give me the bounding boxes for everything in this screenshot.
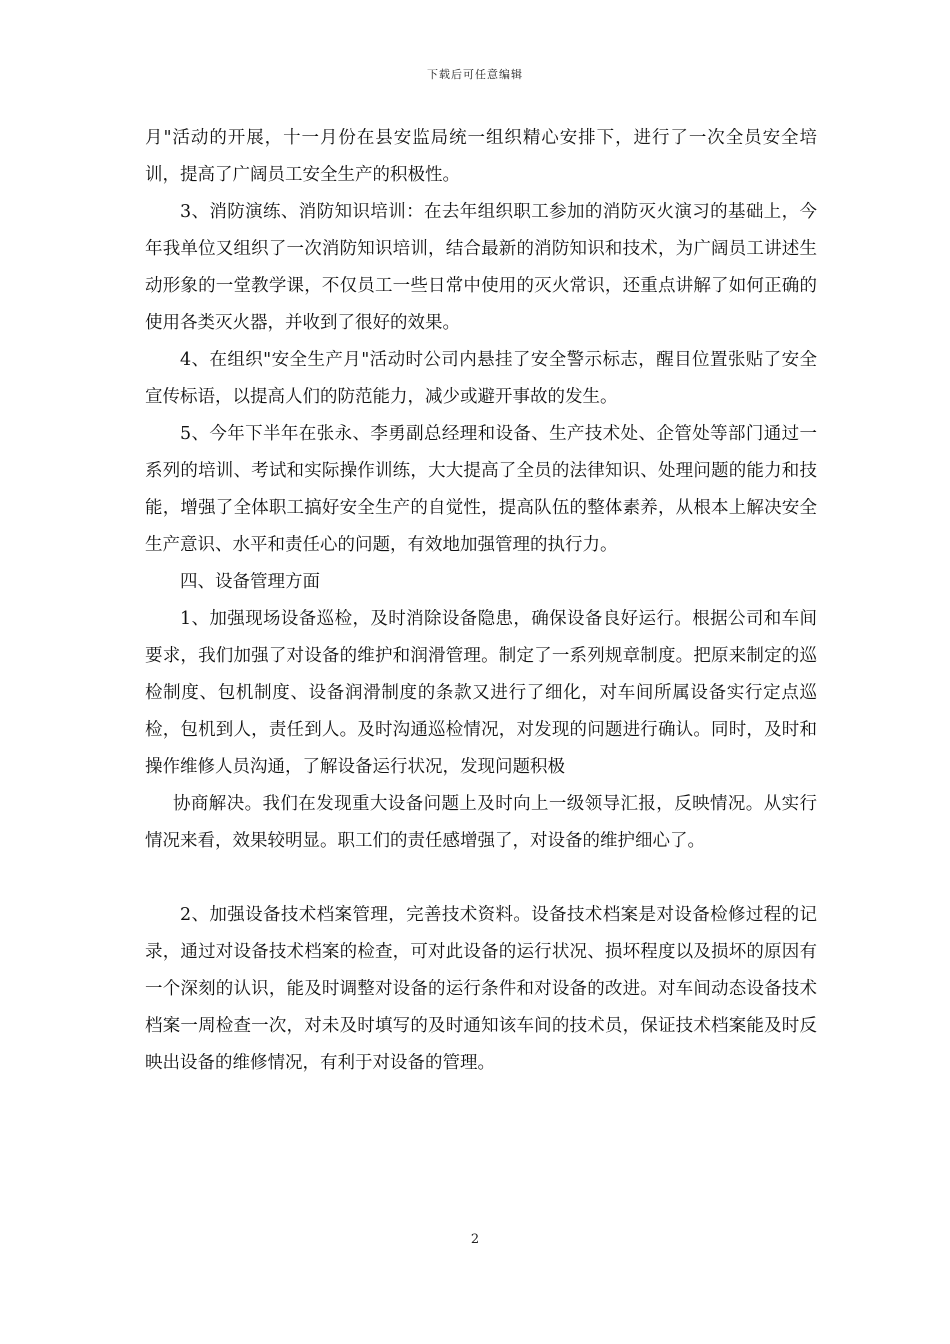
section-heading-equipment-management: 四、设备管理方面 (180, 572, 320, 592)
paragraph-problem-resolution: 协商解决。我们在发现重大设备问题上及时向上一级领导汇报，反映情况。从实行情况来看，效果较明显。职工们的责任感增强了，对设备的维护细心了。 (145, 794, 817, 851)
paragraph-fire-drill: 3、消防演练、消防知识培训：在去年组织职工参加的消防灭火演习的基础上，今年我单位又组织了一次消防知识培训，结合最新的消防知识和技术，为广阔员工讲述生动形象的一堂教学课，不仅员工一些日常中使用的灭火常识，还重点讲解了如何正确的使用各类灭火器，并收到了很好的效果。 (145, 202, 817, 333)
paragraph-safety-training: 月"活动的开展，十一月份在县安监局统一组织精心安排下，进行了一次全员安全培训，提高了广阔员工安全生产的积极性。 (145, 128, 817, 185)
page-number: 2 (470, 1232, 480, 1247)
paragraph-safety-signs: 4、在组织"安全生产月"活动时公司内悬挂了安全警示标志，醒目位置张贴了安全宣传标语，以提高人们的防范能力，减少或避开事故的发生。 (145, 350, 817, 407)
paragraph-technical-archives: 2、加强设备技术档案管理，完善技术资料。设备技术档案是对设备检修过程的记录，通过对设备技术档案的检查，可对此设备的运行状况、损坏程度以及损坏的原因有一个深刻的认识，能及时调整对设备的运行条件和对设备的改进。对车间动态设备技术档案一周检查一次，对未及时填写的及时通知该车间的技术员，保证技术档案能及时反映出设备的维修情况，有利于对设备的管理。 (145, 905, 817, 1073)
paragraph-equipment-inspection: 1、加强现场设备巡检，及时消除设备隐患，确保设备良好运行。根据公司和车间要求，我们加强了对设备的维护和润滑管理。制定了一系列规章制度。把原来制定的巡检制度、包机制度、设备润滑制度的条款又进行了细化，对车间所属设备实行定点巡检，包机到人，责任到人。及时沟通巡检情况，对发现的问题进行确认。同时，及时和操作维修人员沟通，了解设备运行状况，发现问题积极 (145, 609, 817, 777)
page-header: 下载后可任意编辑 (427, 68, 523, 81)
paragraph-staff-training: 5、今年下半年在张永、李勇副总经理和设备、生产技术处、企管处等部门通过一系列的培训、考试和实际操作训练，大大提高了全员的法律知识、处理问题的能力和技能，增强了全体职工搞好安全生产的自觉性，提高队伍的整体素养，从根本上解决安全生产意识、水平和责任心的问题，有效地加强管理的执行力。 (145, 424, 817, 555)
document-body (145, 120, 817, 1082)
paragraph-spacer (145, 860, 817, 897)
